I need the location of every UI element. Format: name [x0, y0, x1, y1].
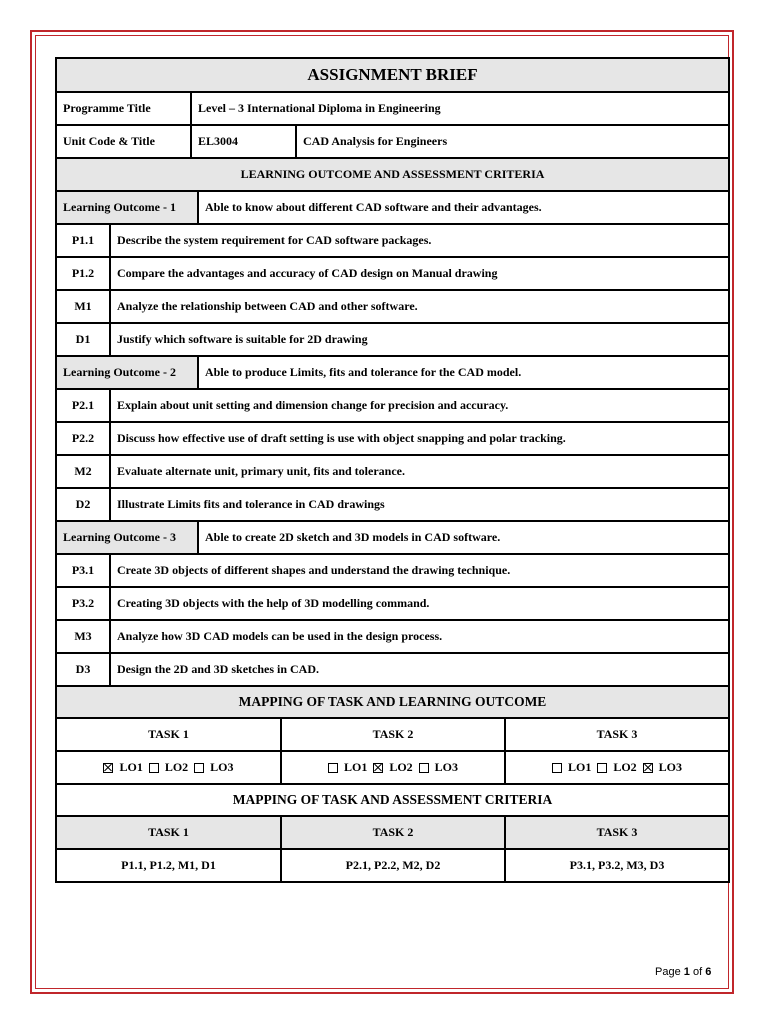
criterion-row	[55, 258, 730, 291]
mapping-ac-task-2-label: TASK 2	[282, 817, 506, 848]
criterion-text: Analyze the relationship between CAD and other software.	[117, 299, 418, 313]
page-total: 6	[705, 966, 712, 978]
unchecked-box-icon[interactable]	[552, 763, 562, 773]
criterion-row	[55, 324, 730, 357]
lo-option[interactable]	[373, 760, 412, 775]
criterion-row	[55, 489, 730, 522]
lo-option-label: LO3	[210, 760, 234, 774]
mapping-lo-title-row	[55, 687, 730, 719]
unit-code: EL3004	[192, 126, 297, 157]
learning-outcome-text: Able to produce Limits, fits and tolerance for the CAD model.	[205, 365, 522, 379]
criterion-code: P1.1	[57, 225, 111, 256]
criterion-code: M2	[57, 456, 111, 487]
criterion-code: P3.1	[57, 555, 111, 586]
mapping-ac-task-row	[55, 817, 730, 850]
criterion-text: Create 3D objects of different shapes and understand the drawing technique.	[117, 563, 511, 577]
mapping-ac-task-1-label: TASK 1	[57, 817, 282, 848]
mapping-ac-title-row	[55, 785, 730, 817]
lo-option-label: LO2	[613, 760, 637, 774]
programme-value: Level – 3 International Diploma in Engineering	[198, 101, 441, 115]
criterion-row	[55, 423, 730, 456]
criterion-row	[55, 225, 730, 258]
mapping-lo-task-3-label: TASK 3	[596, 727, 638, 741]
lo-option[interactable]	[194, 760, 233, 775]
lo-option[interactable]	[149, 760, 188, 775]
lo-option[interactable]	[103, 760, 142, 775]
unchecked-box-icon[interactable]	[194, 763, 204, 773]
unchecked-box-icon[interactable]	[149, 763, 159, 773]
criterion-text: Illustrate Limits fits and tolerance in CAD drawings	[117, 497, 385, 511]
mapping-ac-title: MAPPING OF TASK AND ASSESSMENT CRITERIA	[232, 792, 553, 807]
criterion-code: P2.1	[57, 390, 111, 421]
mapping-lo-task-2-label: TASK 2	[282, 719, 506, 750]
learning-outcome-label: Learning Outcome - 3	[57, 522, 199, 553]
lo-option[interactable]	[643, 760, 682, 775]
criterion-code: P2.2	[57, 423, 111, 454]
criterion-code: M1	[57, 291, 111, 322]
criterion-code: P1.2	[57, 258, 111, 289]
learning-outcome-text: Able to know about different CAD software and their advantages.	[205, 200, 542, 214]
unchecked-box-icon[interactable]	[597, 763, 607, 773]
page-number	[655, 966, 711, 978]
learning-outcome-row	[55, 357, 730, 390]
criterion-row	[55, 291, 730, 324]
lo-option[interactable]	[419, 760, 458, 775]
mapping-lo-task-3-options	[506, 752, 728, 783]
mapping-ac-task-1-criteria: P1.1, P1.2, M1, D1	[57, 850, 282, 881]
criterion-code: D3	[57, 654, 111, 685]
outcomes-list	[55, 192, 730, 687]
lo-option-label: LO3	[658, 760, 683, 774]
criterion-text: Evaluate alternate unit, primary unit, fits and tolerance.	[117, 464, 405, 478]
criterion-row	[55, 456, 730, 489]
mapping-lo-title: MAPPING OF TASK AND LEARNING OUTCOME	[238, 694, 547, 709]
unit-row	[55, 126, 730, 159]
lo-option[interactable]	[597, 760, 636, 775]
lo-option-label: LO1	[567, 760, 592, 774]
criterion-text: Explain about unit setting and dimension change for precision and accuracy.	[117, 398, 509, 412]
programme-label: Programme Title	[57, 93, 192, 124]
learning-outcome-row	[55, 192, 730, 225]
criterion-row	[55, 654, 730, 687]
criterion-code: M3	[57, 621, 111, 652]
criterion-text: Discuss how effective use of draft setting is use with object snapping and polar tracking.	[117, 431, 566, 445]
learning-outcome-label: Learning Outcome - 2	[57, 357, 199, 388]
checked-box-icon[interactable]	[103, 763, 113, 773]
lo-option-label: LO3	[434, 760, 459, 774]
lo-section-row	[55, 159, 730, 192]
programme-row	[55, 93, 730, 126]
checked-box-icon[interactable]	[643, 763, 653, 773]
mapping-ac-task-2-criteria: P2.1, P2.2, M2, D2	[282, 850, 506, 881]
unchecked-box-icon[interactable]	[419, 763, 429, 773]
lo-option[interactable]	[552, 760, 591, 775]
assignment-brief-table	[55, 57, 730, 883]
criterion-text: Compare the advantages and accuracy of CAD design on Manual drawing	[117, 266, 498, 280]
criterion-code: P3.2	[57, 588, 111, 619]
criterion-row	[55, 621, 730, 654]
mapping-lo-task-1-options	[57, 752, 282, 783]
unit-label: Unit Code & Title	[57, 126, 192, 157]
page-title: ASSIGNMENT BRIEF	[307, 65, 478, 84]
mapping-ac-task-3-criteria: P3.1, P3.2, M3, D3	[569, 858, 665, 872]
lo-option-label: LO1	[343, 760, 368, 774]
page-of-word: of	[692, 966, 703, 978]
criterion-code: D2	[57, 489, 111, 520]
learning-outcome-label: Learning Outcome - 1	[57, 192, 199, 223]
page-word: Page	[655, 966, 681, 978]
mapping-lo-task-row	[55, 719, 730, 752]
mapping-ac-criteria-row	[55, 850, 730, 883]
criterion-text: Describe the system requirement for CAD software packages.	[117, 233, 432, 247]
criterion-row	[55, 555, 730, 588]
unchecked-box-icon[interactable]	[328, 763, 338, 773]
lo-option-label: LO2	[164, 760, 189, 774]
checked-box-icon[interactable]	[373, 763, 383, 773]
title-row	[55, 57, 730, 93]
criterion-row	[55, 588, 730, 621]
criterion-text: Justify which software is suitable for 2D drawing	[117, 332, 368, 346]
criterion-text: Design the 2D and 3D sketches in CAD.	[117, 662, 320, 676]
lo-section-title: LEARNING OUTCOME AND ASSESSMENT CRITERIA	[240, 167, 545, 181]
unit-title: CAD Analysis for Engineers	[303, 134, 448, 148]
learning-outcome-text: Able to create 2D sketch and 3D models in CAD software.	[205, 530, 501, 544]
lo-option[interactable]	[328, 760, 367, 775]
page-current: 1	[683, 966, 690, 978]
lo-option-label: LO2	[389, 760, 413, 774]
mapping-lo-checkbox-row	[55, 752, 730, 785]
criterion-text: Creating 3D objects with the help of 3D modelling command.	[117, 596, 430, 610]
learning-outcome-row	[55, 522, 730, 555]
mapping-lo-task-1-label: TASK 1	[57, 719, 282, 750]
criterion-text: Analyze how 3D CAD models can be used in the design process.	[117, 629, 443, 643]
mapping-ac-task-3-label: TASK 3	[596, 825, 638, 839]
criterion-row	[55, 390, 730, 423]
criterion-code: D1	[57, 324, 111, 355]
mapping-lo-task-2-options	[282, 752, 506, 783]
lo-option-label: LO1	[119, 760, 143, 774]
